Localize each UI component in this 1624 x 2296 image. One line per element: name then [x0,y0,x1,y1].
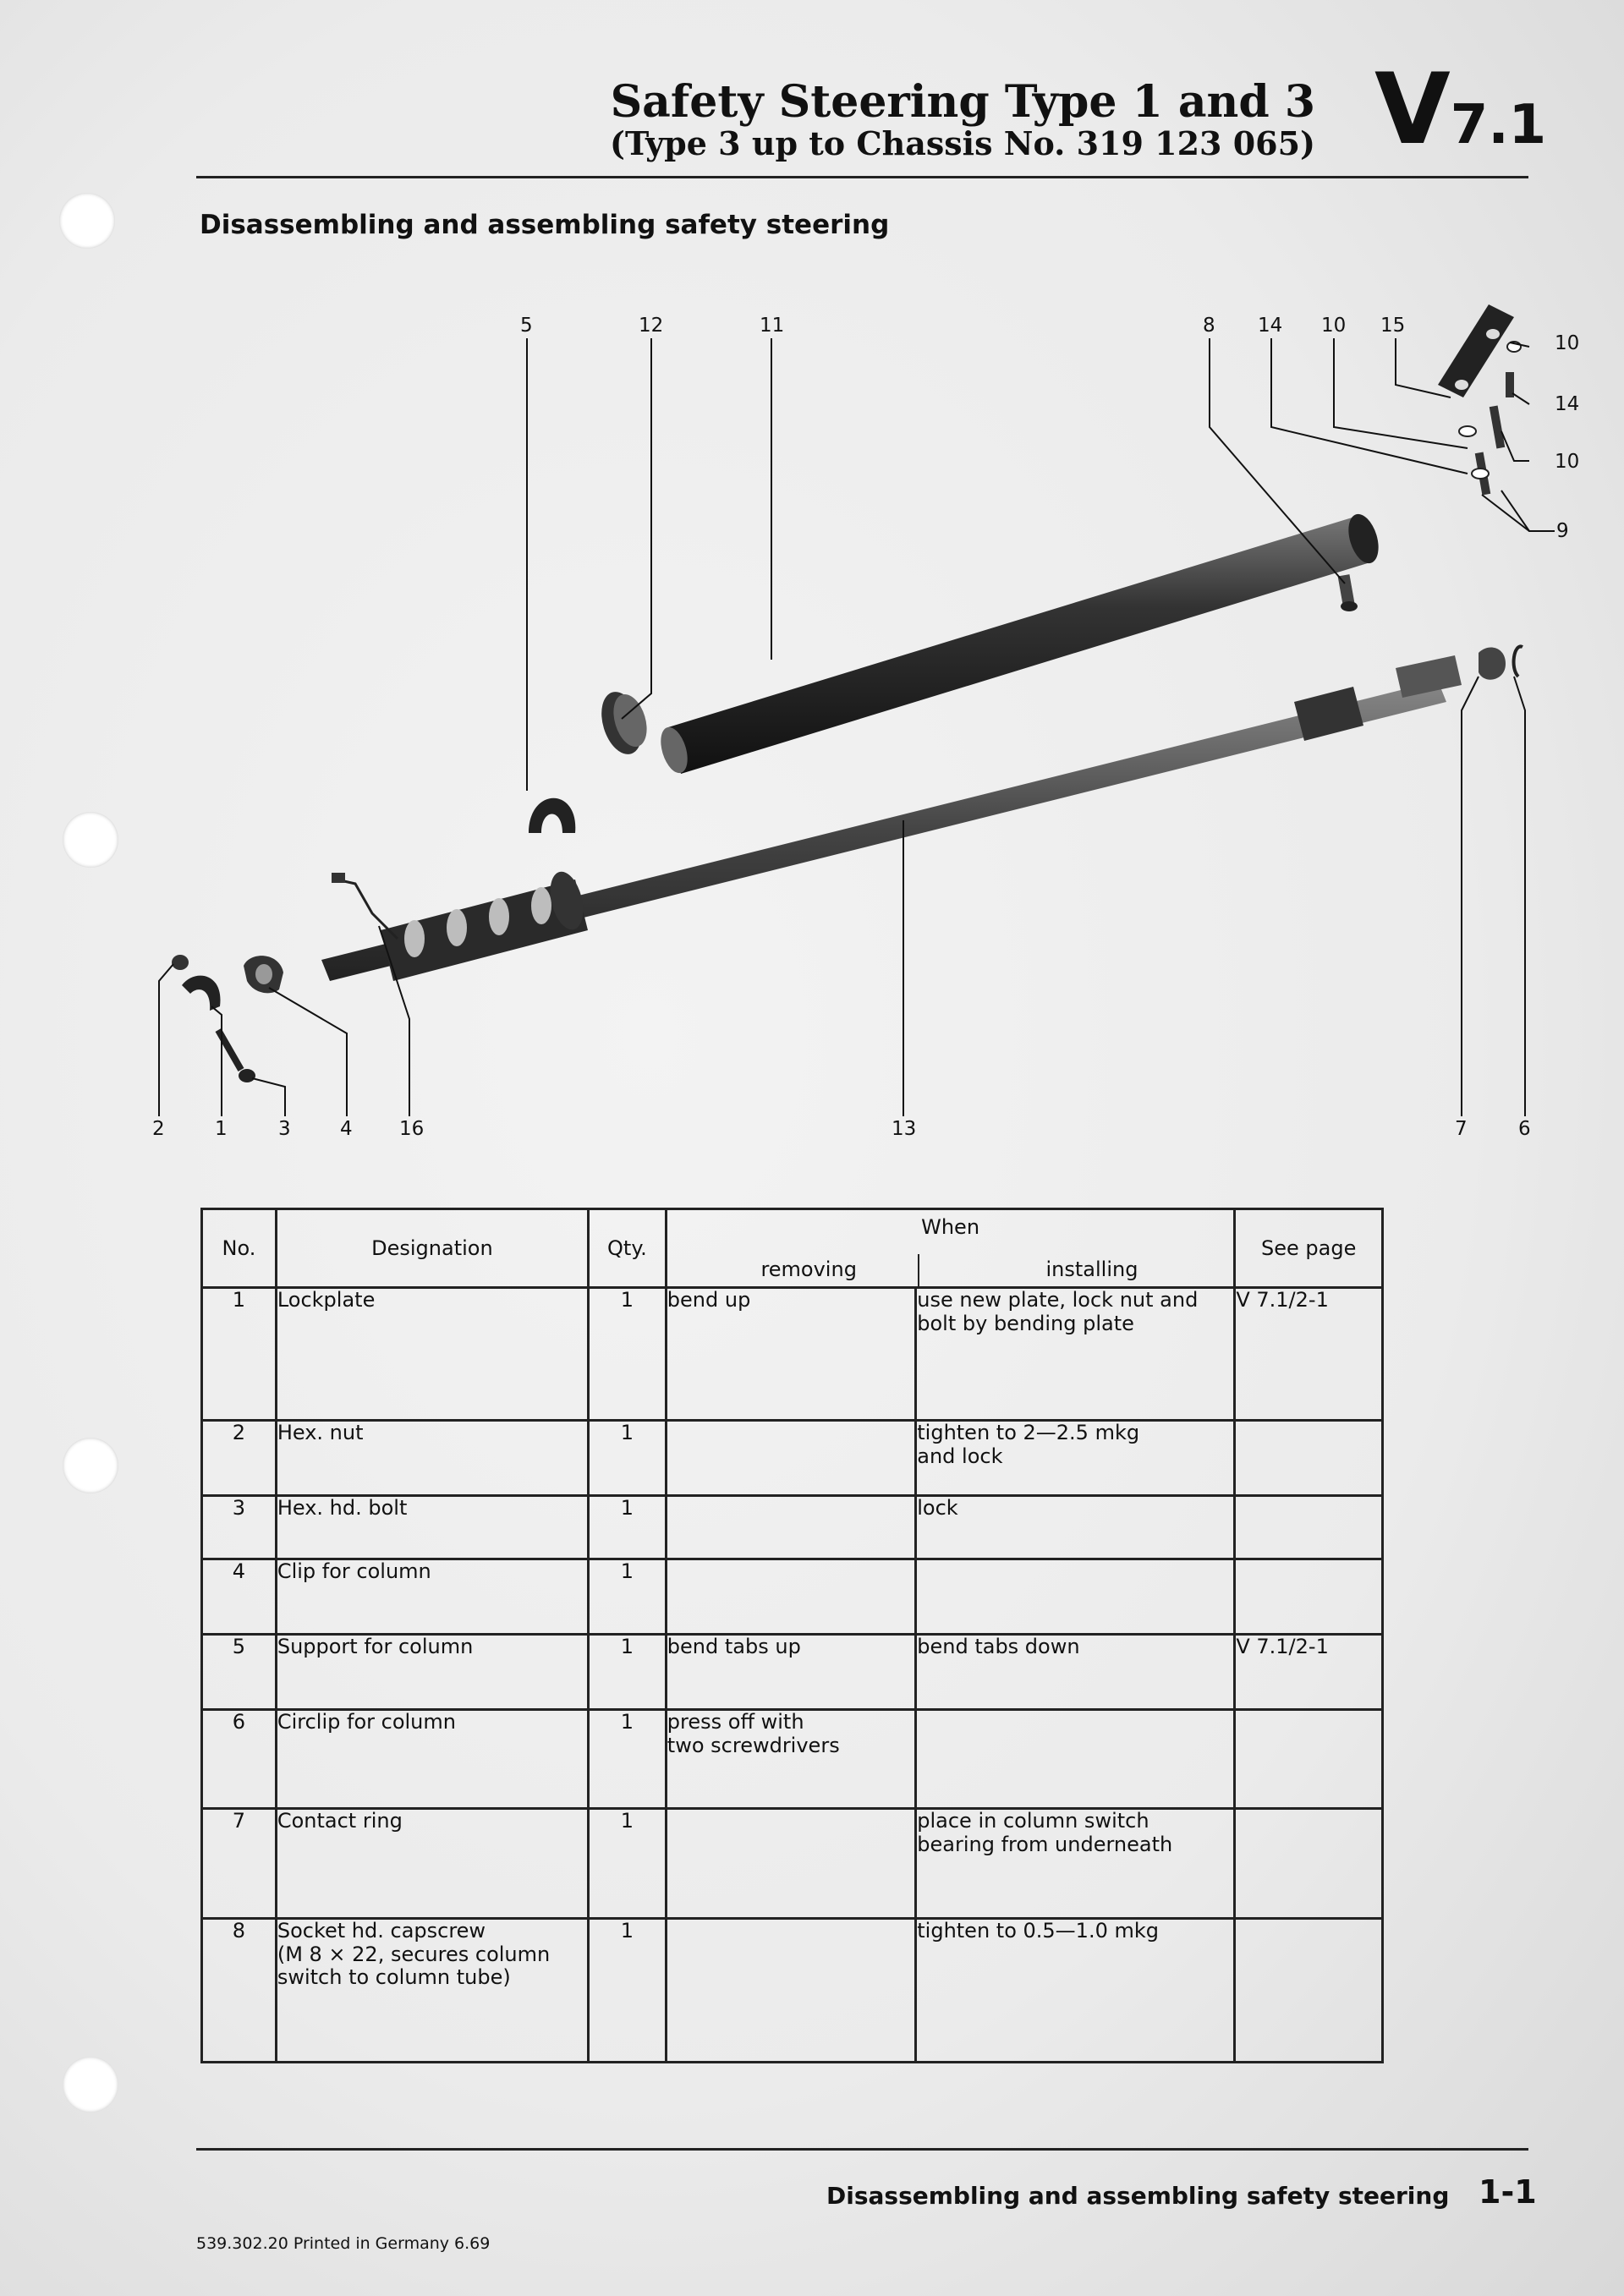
row-designation: Hex. nut [276,1421,588,1496]
header-see-page: See page [1235,1209,1383,1288]
row-designation: Clip for column [276,1559,588,1635]
row-removing [666,1559,915,1635]
switch-mount-parts [1438,304,1522,680]
section-title: Disassembling and assembling safety steering [200,210,890,240]
row-designation: Contact ring [276,1809,588,1919]
row-installing: place in column switch bearing from underneath [916,1809,1235,1919]
row-no: 3 [202,1496,277,1559]
support-bracket [529,798,575,833]
row-qty: 1 [588,1635,666,1710]
row-qty: 1 [588,1559,666,1635]
row-qty: 1 [588,1809,666,1919]
row-see-page: V 7.1/2-1 [1235,1635,1383,1710]
callout-7: 7 [1455,1118,1468,1140]
header-when-divider [918,1254,919,1286]
table-header-row [202,1209,1383,1288]
row-no: 1 [202,1288,277,1421]
callout-14: 14 [1555,393,1580,415]
header-qty: Qty. [588,1209,666,1288]
row-qty: 1 [588,1496,666,1559]
contact-terminal [332,873,345,883]
header-designation: Designation [276,1209,588,1288]
row-no: 8 [202,1919,277,2063]
callout-1: 1 [215,1118,228,1140]
row-qty: 1 [588,1710,666,1809]
callout-4: 4 [340,1118,353,1140]
callout-11: 11 [760,315,785,337]
parts-table [200,1208,1384,2063]
table-row [202,1421,1383,1496]
header-when [666,1209,1235,1288]
header-removing: removing [760,1258,857,1281]
callout-10: 10 [1555,332,1580,354]
row-removing [666,1421,915,1496]
page-number: 1-1 [1479,2173,1537,2211]
row-see-page: V 7.1/2-1 [1235,1288,1383,1421]
section-code-number: 7.1 [1450,94,1547,156]
bushing [595,687,653,759]
row-see-page [1235,1496,1383,1559]
row-removing [666,1809,915,1919]
row-installing: tighten to 0.5—1.0 mkg [916,1919,1235,2063]
table-row [202,1809,1383,1919]
binder-hole [63,2057,118,2112]
row-qty: 1 [588,1421,666,1496]
table-row [202,1710,1383,1809]
table-row [202,1496,1383,1559]
row-removing [666,1496,915,1559]
contact-wire [337,879,398,939]
row-installing: use new plate, lock nut and bolt by bending plate [916,1288,1235,1421]
callout-3: 3 [278,1118,291,1140]
row-designation: Socket hd. capscrew (M 8 × 22, secures column switch to column tube) [276,1919,588,2063]
row-installing [916,1710,1235,1809]
row-no: 7 [202,1809,277,1919]
print-note: 539.302.20 Printed in Germany 6.69 [196,2234,491,2253]
row-removing: press off with two screwdrivers [666,1710,915,1809]
lower-parts [172,955,283,1082]
row-no: 6 [202,1710,277,1809]
row-removing: bend tabs up [666,1635,915,1710]
callout-16: 16 [399,1118,425,1140]
header-installing: installing [1045,1258,1138,1281]
row-removing [666,1919,915,2063]
page-title: Safety Steering Type 1 and 3 [610,76,1315,128]
footer-title: Disassembling and assembling safety steering [826,2182,1450,2210]
table-row [202,1635,1383,1710]
row-qty: 1 [588,1288,666,1421]
callout-15: 15 [1380,315,1406,337]
row-no: 4 [202,1559,277,1635]
section-code-letter: V [1374,52,1451,167]
callout-12: 12 [639,315,664,337]
row-designation: Lockplate [276,1288,588,1421]
callout-5: 5 [520,315,533,337]
callout-6: 6 [1518,1118,1531,1140]
row-see-page [1235,1809,1383,1919]
row-installing [916,1559,1235,1635]
row-installing: lock [916,1496,1235,1559]
table-row [202,1559,1383,1635]
table-row [202,1288,1383,1421]
row-no: 5 [202,1635,277,1710]
callout-2: 2 [152,1118,165,1140]
row-removing: bend up [666,1288,915,1421]
row-no: 2 [202,1421,277,1496]
header-when-label: When [921,1215,980,1239]
row-designation: Hex. hd. bolt [276,1496,588,1559]
row-see-page [1235,1421,1383,1496]
header-no: No. [202,1209,277,1288]
callout-10: 10 [1321,315,1347,337]
footer-rule [196,2148,1528,2151]
row-see-page [1235,1919,1383,2063]
row-qty: 1 [588,1919,666,2063]
callout-13: 13 [892,1118,917,1140]
row-designation: Support for column [276,1635,588,1710]
row-designation: Circlip for column [276,1710,588,1809]
callout-10: 10 [1555,451,1580,473]
row-see-page [1235,1710,1383,1809]
binder-hole [63,1438,118,1493]
row-see-page [1235,1559,1383,1635]
callout-8: 8 [1203,315,1215,337]
callout-14: 14 [1258,315,1283,337]
callout-9: 9 [1556,520,1569,542]
row-installing: bend tabs down [916,1635,1235,1710]
table-row [202,1919,1383,2063]
page-subtitle: (Type 3 up to Chassis No. 319 123 065) [610,124,1315,162]
row-installing: tighten to 2—2.5 mkg and lock [916,1421,1235,1496]
